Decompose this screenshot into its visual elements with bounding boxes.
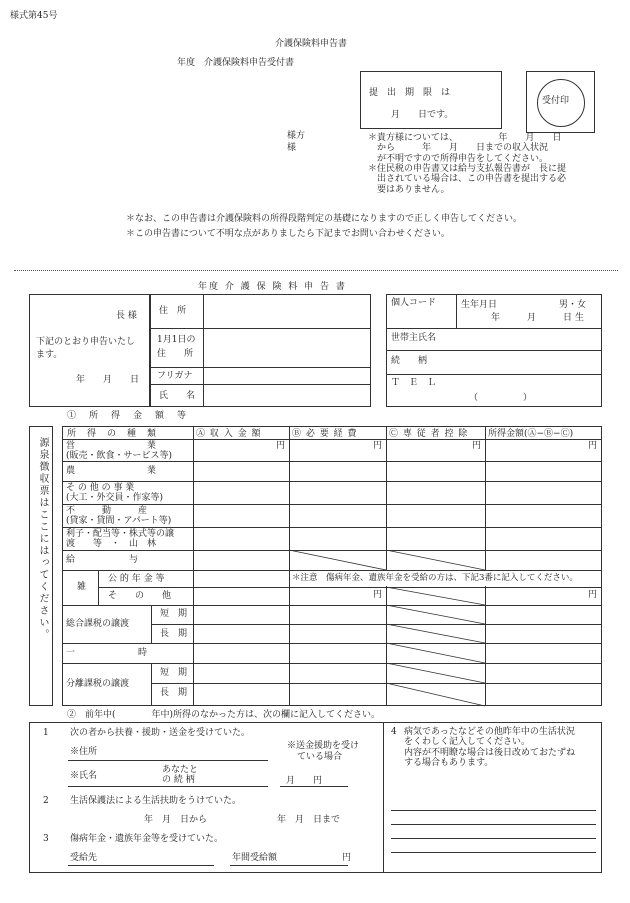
stamp-label: 受付印 — [542, 96, 570, 106]
item2-number: 2 — [43, 796, 49, 806]
note-line: 出されている場合は、この申告書を提出する必 — [368, 174, 567, 185]
row-sogo-choki: 長 期 — [160, 629, 188, 639]
receipt-title: 年度 介護保険料申告受付書 — [177, 58, 295, 68]
label-birth: 生年月日 — [461, 300, 498, 310]
address-line[interactable] — [68, 760, 268, 761]
addressee-line-2: 様 — [287, 143, 297, 153]
item4-line: 内容が不明瞭な場合は後日改めておたずね — [404, 747, 576, 758]
remit-a: ※送金援助を受け — [287, 741, 360, 751]
yen-zatsu-d: 円 — [588, 590, 598, 600]
note-bottom-2: ＊この申告書について不明な点がありましたら下記までお問い合わせください。 — [126, 229, 450, 239]
status-line[interactable] — [391, 824, 596, 825]
row-bunri-tanki: 短 期 — [160, 668, 188, 678]
item2-text: 生活保護法による生活扶助をうけていた。 — [70, 796, 242, 806]
deadline-box — [360, 71, 502, 129]
declaration-2: ます。 — [36, 350, 63, 360]
applicant-fields — [150, 294, 371, 407]
status-line[interactable] — [391, 838, 596, 839]
notice-text: ＊注意 傷病年金、遺族年金を受給の方は、下記3番に記入してください。 — [292, 573, 578, 583]
col-header-c: Ⓒ 専 従 者 控 除 — [389, 429, 469, 439]
stamp-box — [526, 71, 595, 133]
address-field[interactable] — [205, 297, 369, 327]
yen-a: 円 — [276, 441, 286, 451]
remit-month: 月 円 — [286, 776, 323, 786]
label-relation: 続 柄 — [391, 356, 428, 366]
row-zatsu-sonota: そ の 他 — [108, 591, 172, 601]
withholding-note: 源泉徴収票はここにはってください。 — [37, 437, 48, 641]
row-sonota-b: (大工・外交員・作家等) — [66, 493, 164, 503]
row-kouteki: 公 的 年 金 等 — [108, 574, 165, 584]
yen-c: 円 — [472, 441, 482, 451]
label-name: 氏 名 — [159, 391, 196, 401]
page-title: 介護保険料申告書 — [275, 39, 348, 49]
label-address: 住 所 — [159, 306, 187, 316]
status-line[interactable] — [391, 852, 596, 853]
item3-number: 3 — [43, 834, 49, 844]
row-bunri-choki: 長 期 — [160, 688, 188, 698]
item3-payer: 受給先 — [70, 853, 98, 863]
row-fudosan-a: 不 動 産 — [66, 506, 148, 516]
note-line: が不明ですので所得申告をしてください。 — [368, 153, 549, 164]
applicant-cell — [29, 294, 150, 407]
tel-paren: （ ） — [469, 393, 533, 403]
annual-line[interactable] — [230, 865, 348, 866]
row-bunri: 分離課税の譲渡 — [66, 679, 130, 689]
label-furigana: フリガナ — [157, 371, 193, 381]
item3-text: 傷病年金・遺族年金等を受けていた。 — [70, 834, 224, 844]
payer-line[interactable] — [68, 865, 214, 866]
col-header-b: Ⓑ 必 要 経 費 — [292, 429, 358, 439]
row-rishi-b: 渡 等 ・ 山 林 — [66, 539, 157, 549]
item2-from: 年 月 日から — [144, 815, 208, 825]
label-sex: 男・女 — [559, 300, 587, 310]
row-eigyo-a: 営 業 — [66, 441, 157, 451]
label-jan1-b: 住 所 — [157, 349, 194, 359]
item1-address: ※住所 — [70, 747, 98, 757]
section2-heading: ② 前年中( 年中)所得のなかった方は、次の欄に記入してください。 — [67, 710, 381, 720]
item4-line: 病気であったなどその他昨年中の生活状況 — [404, 727, 575, 737]
relation-a: あなたと — [162, 765, 199, 775]
withholding-slip-area — [29, 426, 53, 706]
addressee-line-1: 様方 — [287, 131, 306, 141]
yen-d: 円 — [588, 441, 598, 451]
item1-number: 1 — [43, 728, 49, 738]
label-birth-date: 年 月 日 生 — [491, 313, 584, 323]
declaration-1: 下記のとおり申告いたし — [36, 337, 136, 347]
item3-annual: 年間受給額 — [232, 853, 278, 863]
remit-line[interactable] — [280, 786, 348, 787]
name-field[interactable] — [205, 386, 369, 406]
item1-text: 次の者から扶養・援助・送金を受けていた。 — [70, 728, 251, 738]
row-kyuyo: 給 与 — [66, 555, 139, 565]
label-household-head: 世帯主氏名 — [391, 333, 437, 343]
note-bottom-1: ＊なお、この申告書は介護保険料の所得段階判定の基礎になりますので正しく申告してください。 — [126, 214, 523, 224]
relation-b: の 続 柄 — [162, 775, 195, 785]
notes-right — [368, 133, 566, 195]
note-line: から 年 月 日までの収入状況 — [368, 143, 549, 154]
item3-yen: 円 — [342, 853, 352, 863]
form-title: 年度 介 護 保 険 料 申 告 書 — [198, 282, 347, 292]
form-number: 様式第45号 — [10, 11, 58, 21]
col-header-income: 所得金額(Ⓐ−Ⓑ−Ⓒ) — [488, 429, 574, 439]
item2-until: 年 月 日まで — [277, 815, 341, 825]
jan1-address-field[interactable] — [205, 330, 369, 366]
yen-b: 円 — [373, 441, 383, 451]
deadline-text-2: 月 日です。 — [391, 110, 454, 120]
row-zatsu: 雑 — [77, 582, 87, 592]
label-personal-code: 個人コード — [391, 298, 437, 308]
section1-heading: ① 所 得 金 額 等 — [67, 411, 189, 421]
furigana-field[interactable] — [205, 369, 369, 383]
cut-line — [14, 270, 618, 271]
personal-info — [386, 294, 602, 407]
to-mayor: 長 様 — [116, 311, 137, 321]
col-header-a: Ⓐ 収 入 金 額 — [196, 429, 262, 439]
note-line: ＊住民税の申告書又は給与支払報告書が 長に提 — [368, 164, 567, 175]
declaration-date: 年 月 日 — [76, 375, 140, 385]
row-sonota-a: そ の 他 の 事 業 — [66, 483, 135, 493]
row-ichiji: 一 時 — [66, 648, 148, 658]
col-header-type: 所 得 の 種 類 — [67, 429, 158, 439]
row-sogo-tanki: 短 期 — [160, 609, 188, 619]
row-rishi-a: 利子・配当等・株式等の譲 — [66, 529, 175, 539]
row-fudosan-b: (貸家・貸間・アパート等) — [66, 516, 172, 526]
row-nogyo: 農 業 — [66, 466, 157, 476]
item4-line: をくわしく記入してください。 — [404, 737, 531, 748]
label-jan1-a: 1月1日の — [157, 335, 196, 345]
remit-b: ている場合 — [297, 752, 343, 762]
row-sogo: 総合課税の譲渡 — [66, 619, 130, 629]
item1-name: ※氏名 — [70, 771, 98, 781]
item4-number: 4 — [391, 727, 397, 737]
item4-line: する場合もあります。 — [404, 758, 494, 769]
yen-zatsu-b: 円 — [373, 590, 383, 600]
note-line: 要はありません。 — [368, 184, 450, 195]
name-line[interactable] — [68, 786, 268, 787]
deadline-text-1: 提 出 期 限 は — [369, 88, 451, 98]
status-line[interactable] — [391, 810, 596, 811]
label-tel: Ｔ Ｅ Ｌ — [391, 378, 437, 388]
note-line: ＊貴方様については、 年 月 日 — [368, 133, 562, 143]
row-eigyo-b: (販売・飲食・サービス等) — [66, 451, 173, 461]
item4-text — [404, 727, 575, 768]
